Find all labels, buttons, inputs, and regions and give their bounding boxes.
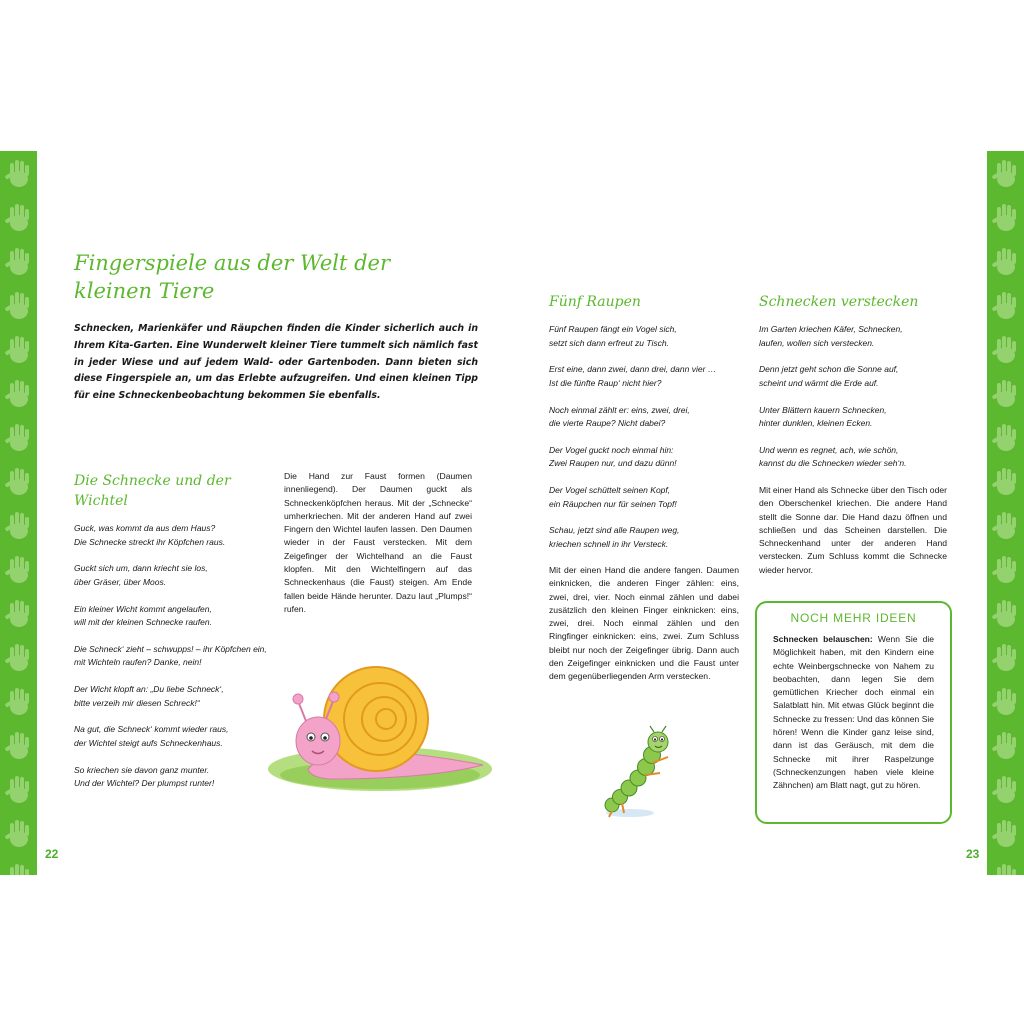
hand-print-icon (4, 157, 34, 189)
hand-print-icon (4, 333, 34, 365)
hiding-game-instructions: Mit einer Hand als Schnecke über den Tisch oder den Oberschenkel kriechen. Die andere Hand stellt die Sonne dar. Die Hand dazu öffnen und schließen und das Scheinen darstellen. Die Schneckenhand unter der anderen Hand verstecken. Zum Schluss kommt die Schnecke wieder hervor. (759, 485, 947, 575)
poem-line: Der Vogel guckt noch einmal hin: (549, 444, 674, 455)
caterpillar-game-poem (549, 323, 754, 565)
poem-stanza (74, 562, 279, 589)
hand-print-icon (991, 201, 1021, 233)
page-title: Fingerspiele aus der Welt der kleinen Tiere (74, 251, 391, 303)
poem-line: Noch einmal zählt er: eins, zwei, drei, (549, 404, 690, 415)
caterpillar-game-title: Fünf Raupen (549, 294, 641, 310)
book-spread (0, 151, 1024, 875)
hand-print-icon (991, 597, 1021, 629)
poem-line: laufen, wollen sich verstecken. (759, 337, 875, 348)
hand-print-icon (991, 509, 1021, 541)
caterpillar-game-instructions: Mit der einen Hand die andere fangen. Daumen einknicken, die anderen Finger zählen: eins, zwei, drei, vier. Noch einmal zählen und dabei zusätzlich den kleinen Finger einknicken: eins, zwei, drei. Noch einmal zählen und den Ringfinger einknicken: eins, zwei. Zum Schluss bleibt nur noch der Zeigefinger übrig. Dann auch den Zeigefinger einknicken und die Faust unter dem gegenüberliegenden Arm verstecken. (549, 565, 739, 682)
intro-text: Schnecken, Marienkäfer und Räupchen finden die Kinder sicherlich auch in Ihrem Kita-Garten. Eine Wunderwelt kleiner Tiere tummelt sich nämlich fast in jeder Wiese und auf jedem Wald- oder Gartenboden. Dann bieten sich diese Fingerspiele an, um das Erlebte aufzugreifen. Und einen kleinen Tipp für eine Schneckenbeobachtung bekommen Sie ebenfalls. (74, 323, 478, 402)
poem-stanza (74, 723, 279, 750)
poem-stanza (74, 603, 279, 630)
more-ideas-lead: Schnecken belauschen: (773, 634, 873, 644)
poem-line: Na gut, die Schneck‘ kommt wieder raus, (74, 724, 229, 735)
hand-print-icon (4, 465, 34, 497)
poem-line: kannst du die Schnecken wieder seh‘n. (759, 458, 907, 469)
more-ideas-title: NOCH MEHR IDEEN (790, 611, 917, 625)
poem-line: Die Schnecke streckt ihr Köpfchen raus. (74, 536, 226, 547)
poem-line: bitte verzeih mir diesen Schreck!“ (74, 697, 200, 708)
poem-stanza (759, 404, 959, 431)
hand-print-icon (991, 729, 1021, 761)
poem-line: So kriechen sie davon ganz munter. (74, 764, 210, 775)
poem-line: über Gräser, über Moos. (74, 576, 167, 587)
poem-line: Denn jetzt geht schon die Sonne auf, (759, 364, 899, 375)
poem-line: Ein kleiner Wicht kommt angelaufen, (74, 603, 212, 614)
hand-print-icon (991, 817, 1021, 849)
hand-print-icon (991, 157, 1021, 189)
poem-stanza (74, 683, 279, 710)
poem-stanza (549, 524, 754, 551)
hand-print-icon (991, 289, 1021, 321)
hiding-game-title: Schnecken verstecken (759, 294, 919, 310)
hand-print-icon (4, 245, 34, 277)
hand-print-icon (991, 377, 1021, 409)
poem-line: Der Wicht klopft an: „Du liebe Schneck‘, (74, 684, 224, 695)
hand-print-icon (4, 817, 34, 849)
poem-line: Der Vogel schüttelt seinen Kopf, (549, 485, 671, 496)
poem-stanza (74, 643, 279, 670)
hand-print-icon (4, 685, 34, 717)
poem-line: hinter dunklen, kleinen Ecken. (759, 418, 873, 429)
poem-stanza (759, 363, 959, 390)
snail-game-poem (74, 522, 279, 804)
hand-print-icon (4, 377, 34, 409)
poem-line: scheint und wärmt die Erde auf. (759, 377, 879, 388)
poem-line: Und wenn es regnet, ach, wie schön, (759, 444, 899, 455)
poem-stanza (549, 444, 754, 471)
more-ideas-box (755, 601, 952, 824)
hiding-game-poem (759, 323, 959, 484)
poem-line: Erst eine, dann zwei, dann drei, dann vier … (549, 364, 717, 375)
poem-line: Ist die fünfte Raup‘ nicht hier? (549, 377, 662, 388)
hand-print-icon (991, 861, 1021, 875)
hand-print-icon (991, 333, 1021, 365)
hand-print-icon (991, 773, 1021, 805)
hand-print-icon (4, 509, 34, 541)
poem-stanza (74, 522, 279, 549)
poem-stanza (759, 323, 959, 350)
poem-line: Zwei Raupen nur, und dazu dünn! (549, 458, 677, 469)
hand-print-icon (991, 465, 1021, 497)
hand-print-icon (4, 641, 34, 673)
more-ideas-text (773, 633, 934, 793)
hand-print-icon (991, 245, 1021, 277)
caterpillar-illustration (600, 725, 690, 820)
poem-line: Guckt sich um, dann kriecht sie los, (74, 563, 208, 574)
poem-line: setzt sich dann erfreut zu Tisch. (549, 337, 669, 348)
more-ideas-body: Wenn Sie die Möglichkeit haben, mit den Kindern eine echte Weinbergschnecke von Nahem zu beobachten, dann legen Sie dem gemütlichen Kriecher doch einmal ein Salatblatt hin. Mit etwas Glück beginnt die Schnecke zu fressen: Und das können Sie hören! Wenn die Kinder ganz leise sind, dann ist das Geräusch, mit dem die Schnecke mit ihrer Raspelzunge (Schneckenzungen haben viele kleine Zähnchen) am Blatt nagt, gut zu hören. (773, 634, 935, 791)
hand-print-icon (4, 729, 34, 761)
hand-print-icon (991, 685, 1021, 717)
hand-print-icon (4, 421, 34, 453)
poem-line: die vierte Raupe? Nicht dabei? (549, 418, 666, 429)
hand-print-icon (991, 421, 1021, 453)
poem-stanza (759, 444, 959, 471)
left-hand-border (0, 151, 37, 875)
poem-line: kriechen schnell in ihr Versteck. (549, 538, 669, 549)
hand-print-icon (4, 553, 34, 585)
poem-stanza (74, 764, 279, 791)
poem-line: Schau, jetzt sind alle Raupen weg, (549, 525, 680, 536)
page-number-right: 23 (966, 847, 980, 861)
hand-print-icon (991, 641, 1021, 673)
poem-line: der Wichtel steigt aufs Schneckenhaus. (74, 737, 223, 748)
poem-line: Guck, was kommt da aus dem Haus? (74, 523, 216, 533)
poem-stanza (549, 363, 754, 390)
poem-stanza (549, 323, 754, 350)
poem-line: will mit der kleinen Schnecke raufen. (74, 617, 212, 628)
hand-print-icon (4, 861, 34, 875)
poem-line: mit Wichteln raufen? Danke, nein! (74, 657, 202, 668)
poem-line: Fünf Raupen fängt ein Vogel sich, (549, 324, 677, 334)
poem-line: Und der Wichtel? Der plumpst runter! (74, 778, 215, 789)
hand-print-icon (4, 289, 34, 321)
hand-print-icon (4, 201, 34, 233)
poem-line: ein Räupchen nur für seinen Topf! (549, 498, 677, 509)
page-number-left: 22 (45, 847, 59, 861)
poem-stanza (549, 404, 754, 431)
snail-game-title: Die Schnecke und der Wichtel (74, 473, 231, 509)
poem-line: Unter Blättern kauern Schnecken, (759, 404, 887, 415)
poem-line: Die Schneck‘ zieht – schwupps! – ihr Köpfchen ein, (74, 643, 267, 654)
snail-illustration (268, 659, 493, 799)
poem-stanza (549, 484, 754, 511)
hand-print-icon (4, 597, 34, 629)
poem-line: Im Garten kriechen Käfer, Schnecken, (759, 324, 903, 334)
hand-print-icon (4, 773, 34, 805)
right-hand-border (987, 151, 1024, 875)
hand-print-icon (991, 553, 1021, 585)
snail-game-instructions: Die Hand zur Faust formen (Daumen innenliegend). Der Daumen guckt als Schneckenköpfchen heraus. Mit der „Schnecke“ umherkriechen. Mit der anderen Hand auf zwei Fingern den Wichtel laufen lassen. Den Daumen wieder in der Faust verstecken. Mit dem Zeigefinger der Wichtelhand an die Faust klopfen. Mit den Wichtelfingern auf das Schneckenhaus (die Faust) steigen. Am Ende fallen beide Hände herunter. Dazu laut „Plumps!“ rufen. (284, 471, 472, 614)
